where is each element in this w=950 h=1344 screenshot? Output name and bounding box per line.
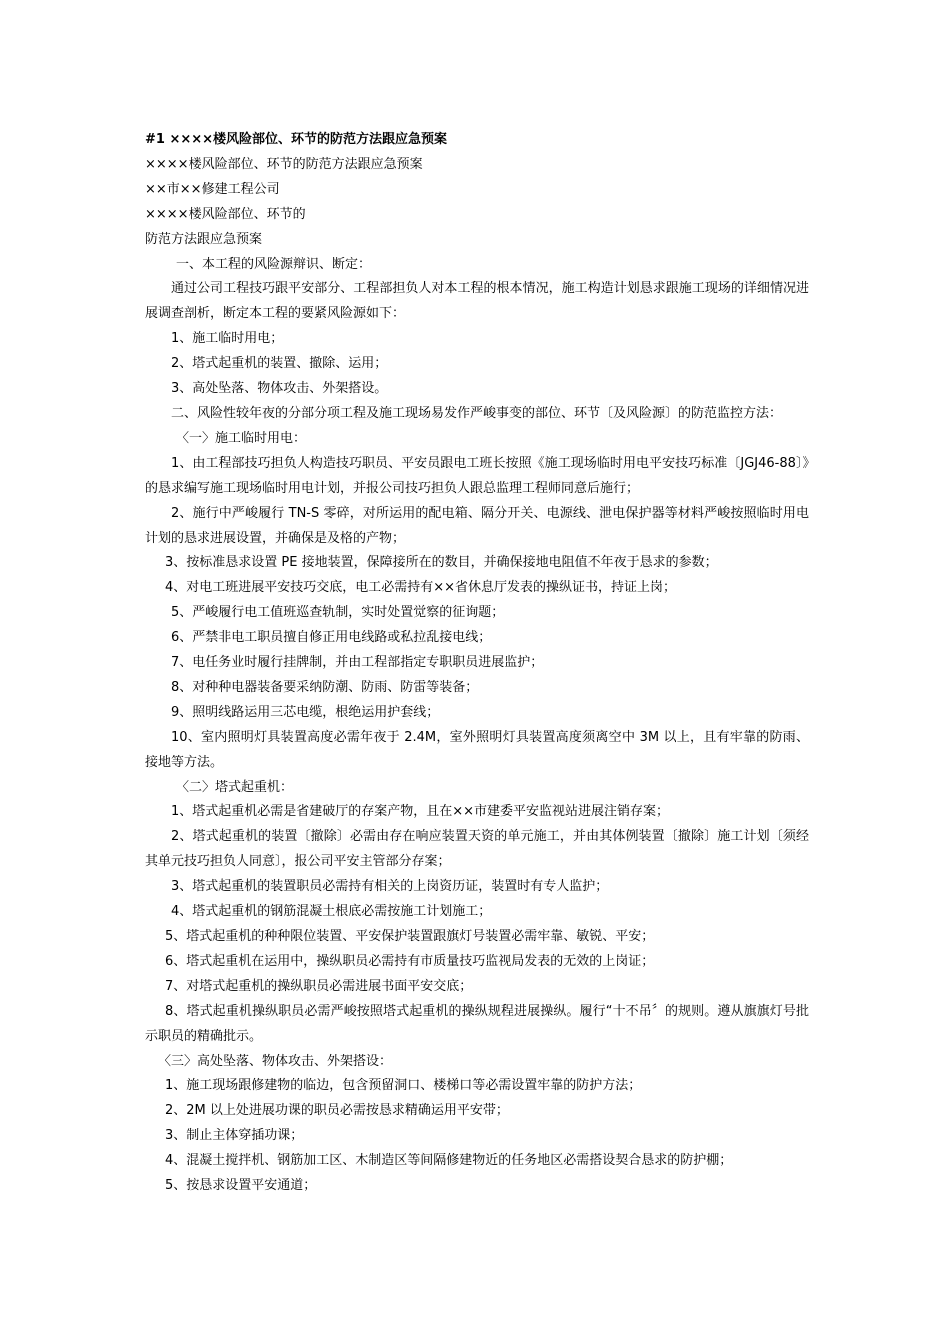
subsection-3-heading: 〈三〉高处坠落、物体攻击、外架搭设： — [158, 1053, 393, 1069]
subsection-3-item: 4、混凝土搅拌机、钢筋加工区、木制造区等间隔修建物近的任务地区必需搭设契合恳求的防护棚； — [165, 1153, 733, 1169]
subsection-1-item: 5、严峻履行电工值班巡查轨制，实时处置觉察的征询题； — [171, 605, 505, 621]
subsection-3-item: 1、施工现场跟修建物的临边，包含预留洞口、楼梯口等必需设置牢靠的防护方法； — [165, 1078, 642, 1094]
subsection-2-item: 5、塔式起重机的种种限位装置、平安保护装置跟旗灯号装置必需牢靠、敏锐、平安； — [165, 929, 655, 944]
heading-line-b: 防范方法跟应急预案 — [145, 231, 263, 247]
subsection-3-item: 3、制止主体穿插功课； — [165, 1128, 304, 1144]
subsection-1-item: 10、室内照明灯具装置高度必需年夜于 2.4M，室外照明灯具装置高度须离空中 3M 以上，且有牢靠的防雨、接地等方法。 — [145, 729, 809, 770]
subsection-1-item: 7、电任务业时履行挂牌制，并由工程部指定专职职员进展监护； — [171, 655, 544, 671]
subsection-1-item: 8、对种种电器装备要采纳防潮、防雨、防雷等装备； — [171, 679, 479, 695]
subsection-2-item: 1、塔式起重机必需是省建破厅的存案产物，且在××市建委平安监视站进展注销存案； — [171, 804, 670, 820]
document-title: #1 ××××楼风险部位、环节的防范方法跟应急预案 — [145, 132, 448, 147]
subsection-3-item: 2、2M 以上处进展功课的职员必需按恳求精确运用平安带； — [165, 1103, 509, 1119]
subsection-2-item: 7、对塔式起重机的操纵职员必需进展书面平安交底； — [165, 978, 473, 994]
document-page — [145, 128, 809, 1199]
document-subtitle: ××××楼风险部位、环节的防范方法跟应急预案 — [145, 156, 423, 172]
section-1-item: 3、高处坠落、物体攻击、外架搭设。 — [171, 381, 388, 397]
section-1-item: 1、施工临时用电； — [171, 331, 284, 347]
subsection-1-item: 1、由工程部技巧担负人构造技巧职员、平安员跟电工班长按照《施工现场临时用电平安技巧标准〔JGJ46-88〕》的恳求编写施工现场临时用电计划，并报公司技巧担负人跟总监理工程师同意后施行； — [145, 455, 809, 496]
subsection-1-item: 2、施行中严峻履行 TN-S 零碎，对所运用的配电箱、隔分开关、电源线、泄电保护器等材料严峻按照临时用电计划的恳求进展设置，并确保是及格的产物； — [145, 505, 809, 546]
company-name: ××市××修建工程公司 — [145, 181, 280, 197]
subsection-2-item: 8、塔式起重机操纵职员必需严峻按照塔式起重机的操纵规程进展操纵。履行“十不吊〞的规则。遵从旗旗灯号批示职员的精确批示。 — [145, 1003, 809, 1044]
subsection-2-item: 3、塔式起重机的装置职员必需持有相关的上岗资历证，装置时有专人监护； — [171, 879, 609, 895]
subsection-2-heading: 〈二〉塔式起重机： — [176, 779, 294, 795]
subsection-1-item: 4、对电工班进展平安技巧交底，电工必需持有××省休息厅发表的操纵证书，持证上岗； — [165, 580, 677, 596]
subsection-2-item: 6、塔式起重机在运用中，操纵职员必需持有市质量技巧监视局发表的无效的上岗证； — [165, 953, 655, 969]
subsection-1-heading: 〈一〉施工临时用电： — [176, 430, 307, 446]
subsection-1-item: 6、严禁非电工职员擅自修正用电线路或私拉乱接电线； — [171, 630, 492, 646]
subsection-2-item: 4、塔式起重机的钢筋混凝土根底必需按施工计划施工； — [171, 904, 492, 920]
subsection-1-item: 3、按标准恳求设置 PE 接地装置，保障接所在的数目，并确保接地电阻值不年夜于恳求的参数； — [165, 555, 718, 571]
heading-line-a: ××××楼风险部位、环节的 — [145, 206, 306, 222]
subsection-1-item: 9、照明线路运用三芯电缆，根绝运用护套线； — [171, 704, 440, 720]
section-1-intro: 通过公司工程技巧跟平安部分、工程部担负人对本工程的根本情况，施工构造计划恳求跟施工现场的详细情况进展调查剖析，断定本工程的要紧风险源如下： — [145, 281, 809, 322]
subsection-2-item: 2、塔式起重机的装置〔撤除〕必需由存在响应装置天资的单元施工，并由其体例装置〔撤除〕施工计划〔须经其单元技巧担负人同意〕，报公司平安主管部分存案； — [145, 829, 809, 870]
subsection-3-item: 5、按恳求设置平安通道； — [165, 1178, 317, 1194]
section-1-heading: 一、本工程的风险源辩识、断定： — [176, 256, 372, 272]
section-2-heading: 二、风险性较年夜的分部分项工程及施工现场易发作严峻事变的部位、环节〔及风险源〕的防范监控方法： — [171, 405, 783, 421]
section-1-item: 2、塔式起重机的装置、撤除、运用； — [171, 356, 388, 372]
